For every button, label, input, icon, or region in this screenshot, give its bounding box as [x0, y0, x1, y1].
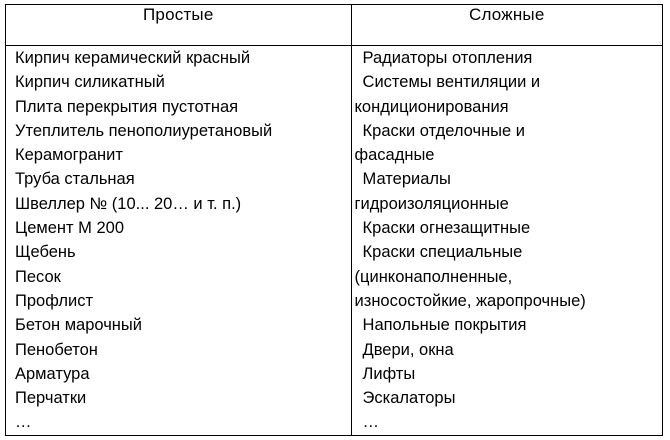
list-item: Керамогранит	[15, 146, 123, 165]
list-item: Швеллер № (10... 20… и т. п.)	[15, 194, 242, 213]
comparison-table-sheet	[5, 4, 663, 434]
list-item: Пенобетон	[15, 340, 98, 359]
list-item: Напольные покрытия	[362, 316, 527, 335]
table-body-row	[6, 46, 663, 436]
list-item: Краски огнезащитные	[362, 219, 531, 238]
header-cell-simple	[6, 5, 352, 46]
list-item-ellipsis: …	[15, 413, 33, 432]
list-item-continuation: (цинконаполненные,	[354, 267, 513, 286]
list-item-continuation: фасадные	[354, 146, 435, 165]
list-item: Лифты	[362, 364, 416, 383]
header-cell-complex	[351, 5, 662, 46]
column-header-simple: Простые	[143, 5, 214, 24]
column-header-complex: Сложные	[469, 5, 545, 24]
list-item: Радиаторы отопления	[362, 49, 533, 67]
list-item-continuation: гидроизоляционные	[354, 194, 509, 213]
list-item-continuation: износостойкие, жаропрочные)	[354, 291, 586, 310]
list-item: Эскалаторы	[362, 389, 456, 408]
list-item: Двери, окна	[362, 340, 454, 359]
list-item: Кирпич керамический красный	[15, 49, 251, 67]
list-item: Щебень	[15, 243, 76, 262]
list-item-continuation: кондиционирования	[354, 97, 509, 116]
body-cell-simple	[6, 46, 352, 436]
complex-items-list	[352, 46, 662, 435]
table-header-row	[6, 5, 663, 46]
list-item: Краски отделочные и	[362, 121, 526, 140]
list-item: Материалы	[362, 170, 451, 189]
list-item: Перчатки	[15, 389, 87, 408]
body-cell-complex	[351, 46, 662, 436]
list-item: Системы вентиляции и	[362, 73, 541, 92]
list-item: Кирпич силикатный	[15, 73, 165, 92]
list-item: Цемент М 200	[15, 219, 125, 238]
simple-items-list	[6, 46, 351, 435]
list-item: Плита перекрытия пустотная	[15, 97, 239, 116]
list-item: Арматура	[15, 364, 90, 383]
list-item: Песок	[15, 267, 61, 286]
comparison-table	[5, 4, 663, 436]
list-item-ellipsis: …	[362, 413, 381, 432]
list-item: Утеплитель пенополиуретановый	[15, 121, 273, 140]
list-item: Профлист	[15, 291, 94, 310]
list-item: Краски специальные	[362, 243, 523, 262]
list-item: Бетон марочный	[15, 316, 142, 335]
list-item: Труба стальная	[15, 170, 135, 189]
